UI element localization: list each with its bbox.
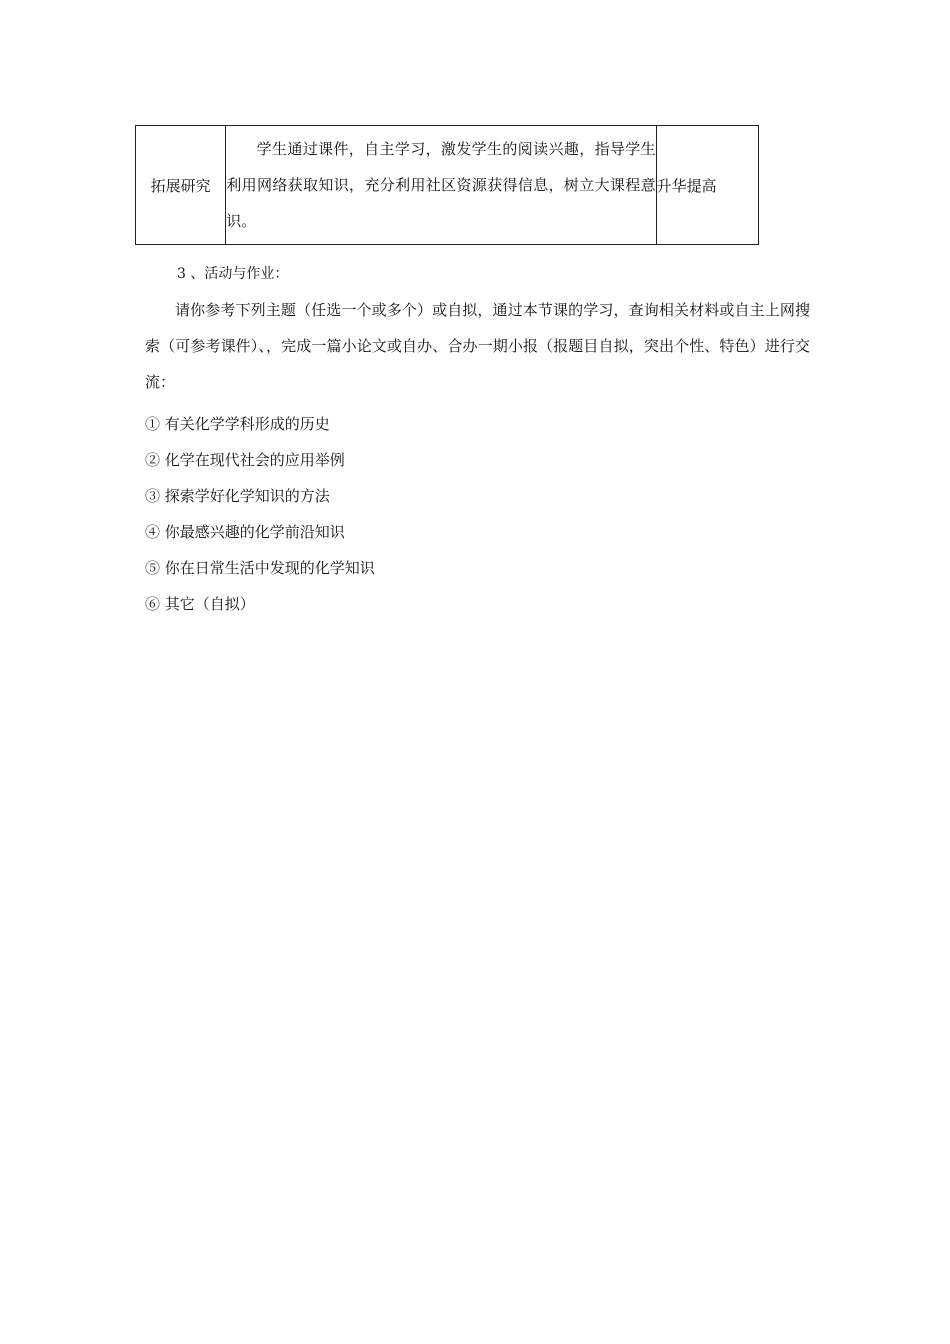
list-item: ② 化学在现代社会的应用举例 [145,451,345,469]
list-item: ① 有关化学学科形成的历史 [145,415,330,433]
list-item: ④ 你最感兴趣的化学前沿知识 [145,523,345,541]
content-text: 学生通过课件，自主学习，激发学生的阅读兴趣，指导学生利用网络获取知识，充分利用社区资源获得信息，树立大课程意识。 [226,140,656,230]
list-item: ⑤ 你在日常生活中发现的化学知识 [145,559,375,577]
section-heading: 3 、活动与作业： [177,266,289,282]
content-cell [226,126,656,245]
stage-cell: 拓展研究 [136,126,226,245]
list-item: ⑥ 其它（自拟） [145,595,255,613]
table-row [136,126,759,245]
topic-list [145,406,810,622]
lesson-plan-table [135,125,759,245]
list-item: ③ 探索学好化学知识的方法 [145,487,330,505]
goal-cell: 升华提高 [656,126,758,245]
section-paragraph: 请你参考下列主题（任选一个或多个）或自拟，通过本节课的学习，查询相关材料或自主上网搜索（可参考课件）、，完成一篇小论文或自办、合办一期小报（报题目自拟，突出个性、特色）进行交流： [145,301,810,391]
